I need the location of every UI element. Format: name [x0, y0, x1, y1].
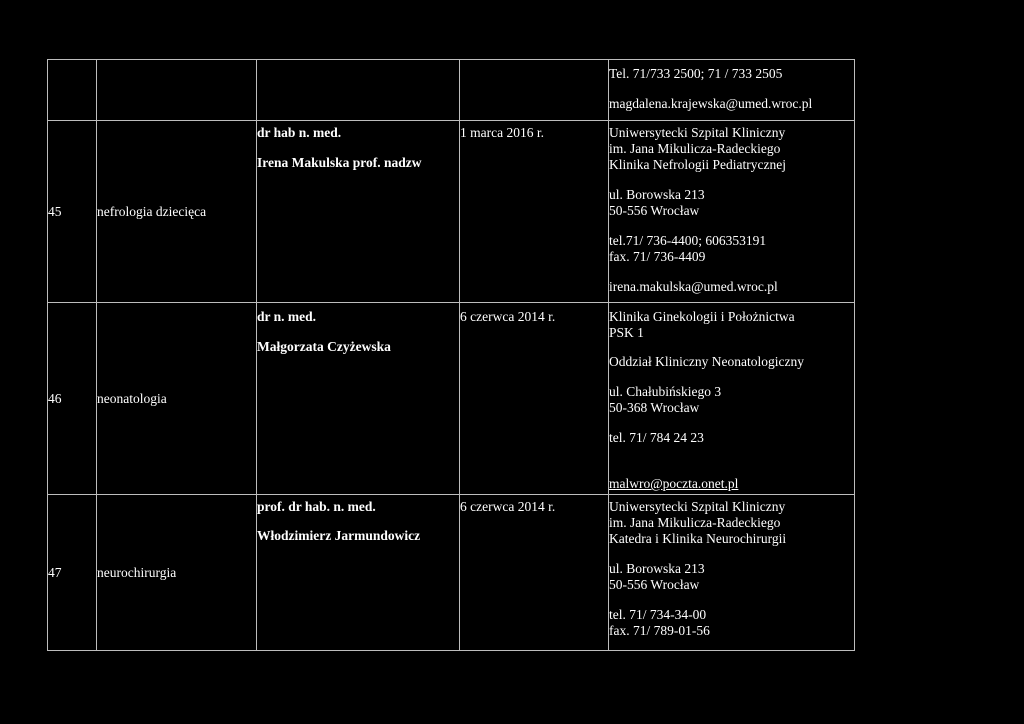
cell-field-empty — [97, 60, 257, 121]
address-email: malwro@poczta.onet.pl — [609, 476, 739, 491]
cell-address — [609, 121, 855, 303]
cell-date — [460, 303, 609, 495]
cell-address — [609, 303, 855, 495]
cell-date-empty — [460, 60, 609, 121]
address-fax: fax. 71/ 736-4409 — [609, 249, 706, 264]
address-institution-line: PSK 1 — [609, 325, 644, 340]
specialty-name: neurochirurgia — [97, 564, 177, 580]
consultant-name: Małgorzata Czyżewska — [257, 339, 391, 354]
cell-field — [97, 303, 257, 495]
cell-no — [48, 121, 97, 303]
address-tel: tel.71/ 736-4400; 606353191 — [609, 233, 767, 248]
specialty-name: neonatologia — [97, 390, 167, 406]
specialty-name: nefrologia dziecięca — [97, 203, 207, 219]
table-row-header-fragment — [48, 60, 855, 121]
row-number: 45 — [48, 203, 62, 219]
consultant-name: Włodzimierz Jarmundowicz — [257, 528, 421, 543]
row-number: 46 — [48, 390, 62, 406]
address-institution-line: Katedra i Klinika Neurochirurgii — [609, 531, 787, 546]
table-row — [48, 495, 855, 651]
cell-date — [460, 495, 609, 651]
address-street: ul. Borowska 213 — [609, 561, 705, 576]
address-tel: tel. 71/ 784 24 23 — [609, 430, 704, 445]
consultant-name: Irena Makulska prof. nadzw — [257, 155, 422, 170]
cell-field — [97, 495, 257, 651]
address-email: irena.makulska@umed.wroc.pl — [609, 279, 778, 294]
address-city: 50-556 Wrocław — [609, 577, 700, 592]
consultant-title: dr n. med. — [257, 309, 317, 324]
cell-date — [460, 121, 609, 303]
address-city: 50-556 Wrocław — [609, 203, 700, 218]
address-city: 50-368 Wrocław — [609, 400, 700, 415]
address-fax: fax. 71/ 789-01-56 — [609, 623, 710, 638]
cell-no-empty — [48, 60, 97, 121]
address-institution-line: im. Jana Mikulicza-Radeckiego — [609, 515, 781, 530]
address-institution-line: Uniwersytecki Szpital Kliniczny — [609, 499, 786, 514]
consultant-title: dr hab n. med. — [257, 125, 342, 140]
table-row — [48, 121, 855, 303]
appointment-date: 6 czerwca 2014 r. — [460, 309, 556, 324]
cell-address — [609, 495, 855, 651]
address-tel: Tel. 71/733 2500; 71 / 733 2505 — [609, 66, 783, 81]
cell-consultant — [257, 303, 460, 495]
cell-no — [48, 303, 97, 495]
address-email: magdalena.krajewska@umed.wroc.pl — [609, 96, 813, 111]
consultant-title: prof. dr hab. n. med. — [257, 499, 376, 514]
table-row — [48, 303, 855, 495]
appointment-date: 6 czerwca 2014 r. — [460, 499, 556, 514]
address-street: ul. Borowska 213 — [609, 187, 705, 202]
cell-consultant — [257, 121, 460, 303]
address-institution-line: Klinika Ginekologii i Położnictwa — [609, 309, 795, 324]
cell-consultant-empty — [257, 60, 460, 121]
address-institution-line: Klinika Nefrologii Pediatrycznej — [609, 157, 786, 172]
appointment-date: 1 marca 2016 r. — [460, 125, 544, 140]
cell-consultant — [257, 495, 460, 651]
address-institution-line: Uniwersytecki Szpital Kliniczny — [609, 125, 786, 140]
cell-no — [48, 495, 97, 651]
consultants-table — [47, 59, 855, 651]
cell-address — [609, 60, 855, 121]
row-number: 47 — [48, 564, 62, 580]
address-street: ul. Chałubińskiego 3 — [609, 384, 722, 399]
address-institution-line: im. Jana Mikulicza-Radeckiego — [609, 141, 781, 156]
address-department: Oddział Kliniczny Neonatologiczny — [609, 354, 804, 369]
address-tel: tel. 71/ 734-34-00 — [609, 607, 707, 622]
cell-field — [97, 121, 257, 303]
